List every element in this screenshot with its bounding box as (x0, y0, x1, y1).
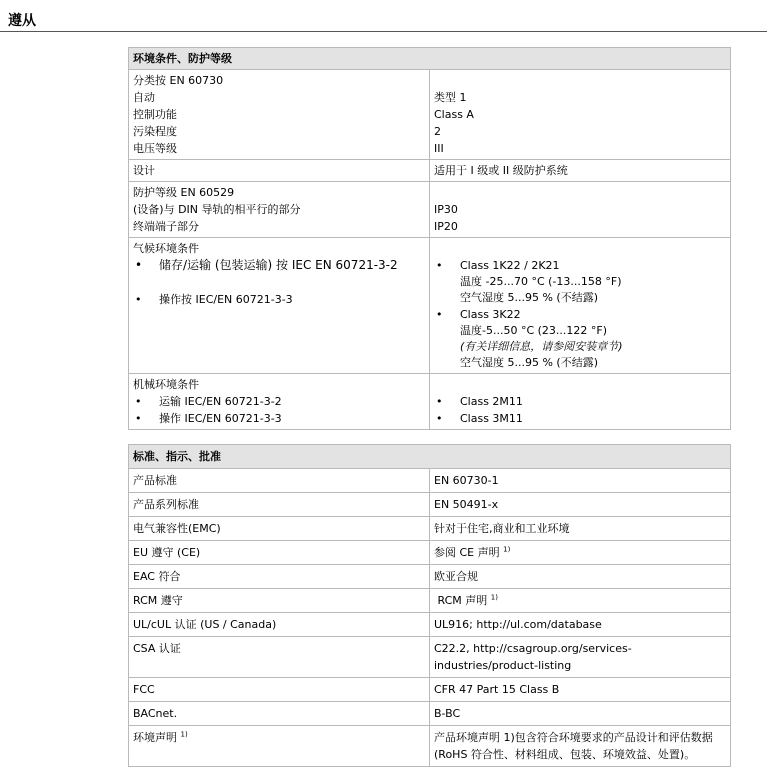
table-row-classification (129, 70, 731, 160)
classification-item-value: 类型 1 (434, 91, 467, 104)
climate-operation-temp: 温度-5...50 °C (23...122 °F) (460, 324, 608, 337)
table-row (129, 589, 731, 613)
table-row (129, 702, 731, 726)
table-row-design (129, 160, 731, 182)
mechanical-operation-value: • Class 3M11 (434, 410, 726, 427)
table-row (129, 541, 731, 565)
classification-item-label: 污染程度 (133, 125, 177, 138)
standard-label: EU 遵守 (CE) (129, 541, 430, 565)
climate-storage-humidity: 空气湿度 5...95 % (不结露) (460, 291, 599, 304)
protection-item-value: IP20 (434, 220, 458, 233)
classification-item-label: 电压等级 (133, 142, 177, 155)
standard-value: EN 60730-1 (430, 469, 731, 493)
climate-operation-class: • Class 3K22 (434, 306, 726, 323)
standard-value: C22.2, http://csagroup.org/services-industries/product-listing (430, 637, 731, 678)
standard-value: CFR 47 Part 15 Class B (430, 678, 731, 702)
environment-table (128, 47, 731, 430)
table-row-mechanical (129, 374, 731, 430)
classification-label: 分类按 EN 60730 (133, 74, 224, 87)
climate-operation-label: • 操作按 IEC/EN 60721-3-3 (133, 291, 425, 308)
climate-storage-temp: 温度 -25...70 °C (-13...158 °F) (460, 275, 622, 288)
standard-label: UL/cUL 认证 (US / Canada) (129, 613, 430, 637)
page-heading: 遵从 (8, 13, 36, 29)
climate-operation-humidity: 空气湿度 5...95 % (不结露) (460, 356, 599, 369)
table-row (129, 726, 731, 767)
standard-value: 参阅 CE 声明 (434, 546, 500, 559)
climate-label: 气候环境条件 (133, 242, 199, 255)
standard-value: EN 50491-x (430, 493, 731, 517)
standards-table-title: 标准、指示、批准 (129, 445, 731, 469)
table-row-protection (129, 182, 731, 238)
design-value: 适用于 I 级或 II 级防护系统 (430, 160, 731, 182)
classification-item-value: III (434, 142, 444, 155)
standard-label: 产品标准 (129, 469, 430, 493)
standard-value: 针对于住宅,商业和工业环境 (430, 517, 731, 541)
standard-label: BACnet. (129, 702, 430, 726)
table-row (129, 517, 731, 541)
design-label: 设计 (129, 160, 430, 182)
classification-item-value: Class A (434, 108, 474, 121)
standard-value: RCM 声明 (434, 594, 488, 607)
heading-divider (0, 31, 767, 32)
environment-table-header (129, 48, 731, 70)
table-row (129, 613, 731, 637)
standard-value: B-BC (430, 702, 731, 726)
mechanical-label: 机械环境条件 (133, 378, 199, 391)
footnote-marker: 1) (503, 545, 511, 554)
standard-value: UL916; http://ul.com/database (430, 613, 731, 637)
standards-table (128, 444, 731, 767)
standard-label: 电气兼容性(EMC) (129, 517, 430, 541)
protection-item-value: IP30 (434, 203, 458, 216)
table-row (129, 678, 731, 702)
footnote-marker: 1) (490, 593, 498, 602)
table-row (129, 493, 731, 517)
classification-item-label: 控制功能 (133, 108, 177, 121)
standard-value: 产品环境声明 1)包含符合环境要求的产品设计和评估数据(RoHS 符合性、材料组成、包装、环境效益、处置)。 (430, 726, 731, 767)
standard-label: FCC (129, 678, 430, 702)
classification-item-value: 2 (434, 125, 441, 138)
protection-label: 防护等级 EN 60529 (133, 186, 235, 199)
footnote-marker: 1) (180, 730, 188, 739)
standard-label: 环境声明 (133, 731, 177, 744)
climate-operation-note: (有关详细信息，请参阅安装章节) (460, 340, 623, 353)
mechanical-operation-label: • 操作 IEC/EN 60721-3-3 (133, 410, 425, 427)
protection-item-label: (设备)与 DIN 导轨的相平行的部分 (133, 203, 301, 216)
table-row-climate (129, 238, 731, 374)
standard-value: 欧亚合规 (430, 565, 731, 589)
standard-label: 产品系列标准 (129, 493, 430, 517)
environment-table-title: 环境条件、防护等级 (129, 48, 731, 70)
standard-label: CSA 认证 (129, 637, 430, 678)
table-row (129, 637, 731, 678)
protection-item-label: 终端端子部分 (133, 220, 199, 233)
table-row (129, 469, 731, 493)
table-row (129, 565, 731, 589)
standards-table-header (129, 445, 731, 469)
climate-storage-class: • Class 1K22 / 2K21 (434, 257, 726, 274)
classification-item-label: 自动 (133, 91, 155, 104)
standard-label: EAC 符合 (129, 565, 430, 589)
standard-label: RCM 遵守 (129, 589, 430, 613)
climate-storage-label: • 储存/运输 (包装运输) 按 IEC EN 60721-3-2 (133, 257, 425, 274)
mechanical-transport-label: • 运输 IEC/EN 60721-3-2 (133, 393, 425, 410)
mechanical-transport-value: • Class 2M11 (434, 393, 726, 410)
